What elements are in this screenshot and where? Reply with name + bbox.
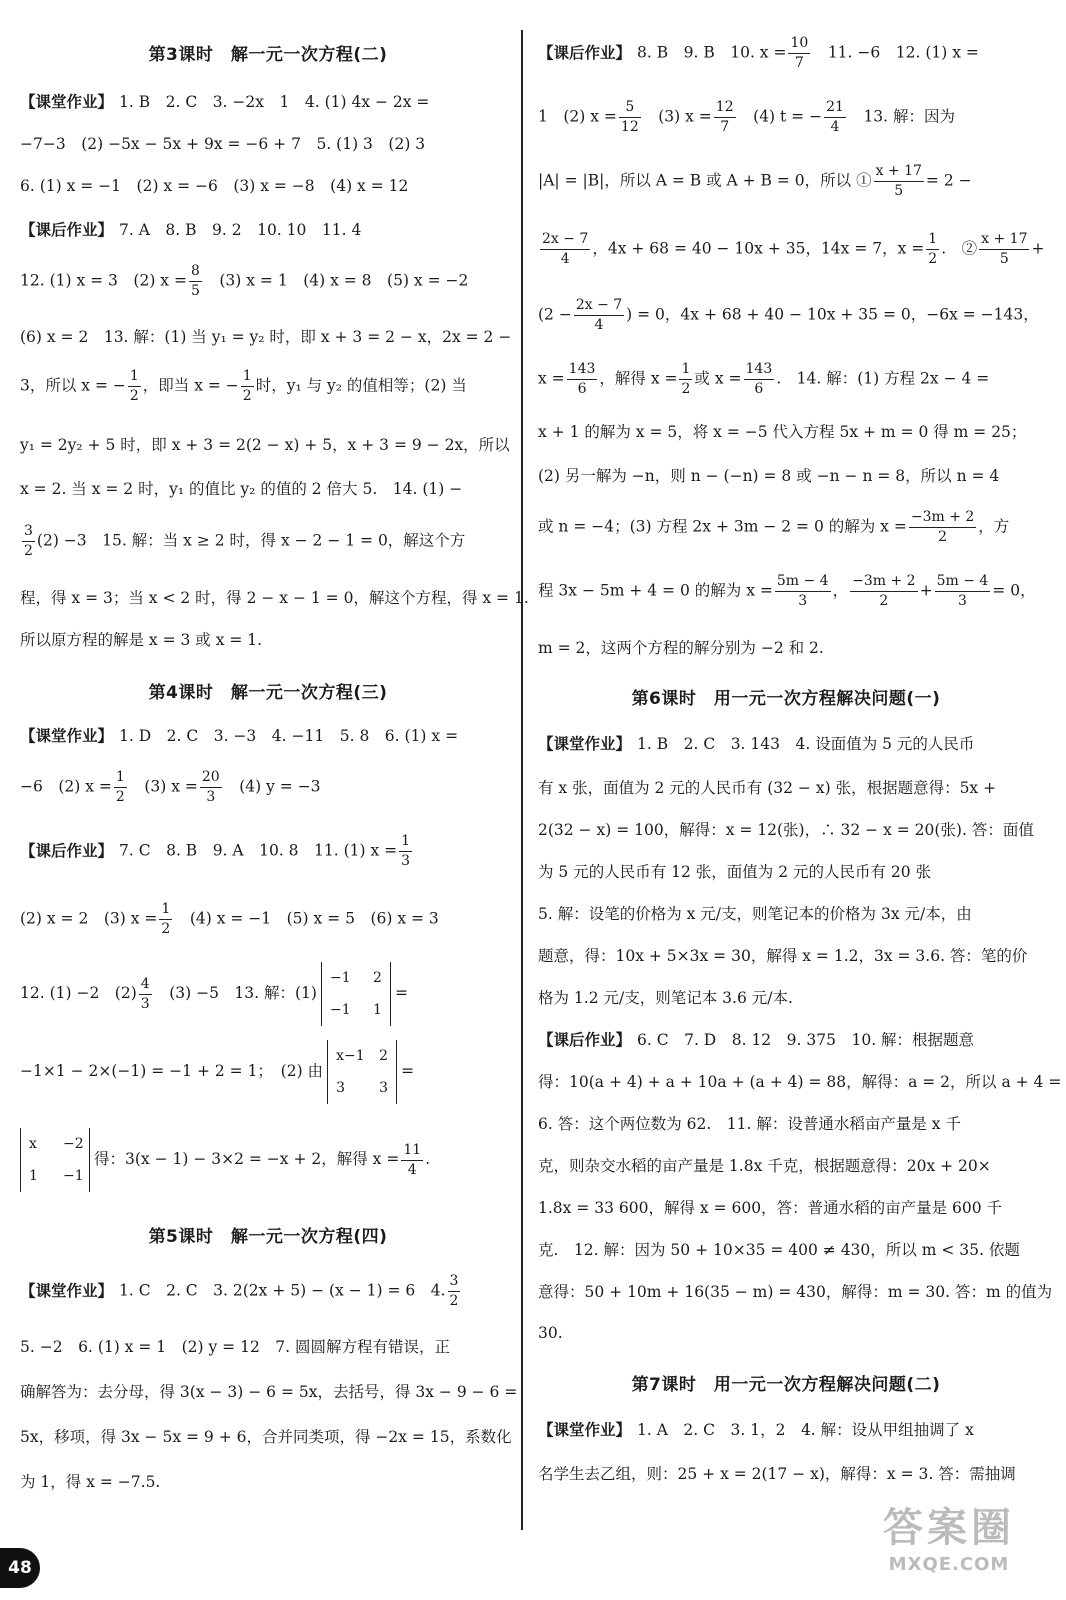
homework-tag: 【课后作业】	[538, 1031, 632, 1049]
homework-tag: 【课后作业】	[20, 841, 114, 860]
fraction: $\frac{-3m + 2}{2}$	[852, 573, 916, 609]
text-line: 为 5 元的人民币有 12 张，面值为 2 元的人民币有 20 张	[538, 863, 932, 881]
fraction: $\frac{5}{12}$	[620, 99, 639, 135]
lesson-3-title: 第3课时 解一元一次方程(二)	[148, 45, 388, 65]
text-line: 1.8x = 33 600，解得 x = 600，答：普通水稻的亩产量是 600 千	[538, 1199, 1003, 1217]
text-line: 格为 1.2 元/支，则笔记本 3.6 元/本.	[538, 989, 793, 1007]
fraction: $\frac{143}{6}$	[568, 361, 596, 397]
classwork-tag: 【课堂作业】	[20, 93, 114, 111]
fraction: $\frac{1}{2}$	[129, 368, 139, 404]
lesson-4-classwork: 【课堂作业】 1. D 2. C 3. −3 4. −11 5. 8 6. (1) x =	[20, 727, 459, 745]
fraction: $\frac{11}{4}$	[403, 1141, 422, 1178]
lesson-3-classwork: 【课堂作业】 1. B 2. C 3. −2x 1 4. (1) 4x − 2x =	[20, 93, 430, 111]
lesson-4-title: 第4课时 解一元一次方程(三)	[148, 683, 388, 703]
fraction: $\frac{8}{5}$	[190, 263, 200, 299]
classwork-tag: 【课堂作业】	[538, 1421, 632, 1439]
fraction: $\frac{1}{2}$	[115, 769, 125, 805]
text-line: 6. 答：这个两位数为 62. 11. 解：设普通水稻亩产量是 x 千	[538, 1115, 961, 1133]
text-line: (2) x = 2 (3) x = $\frac{1}{2}$ (4) x = −1 (5) x = 5 (6) x = 3	[20, 901, 439, 937]
fraction: $\frac{3}{2}$	[449, 1273, 459, 1309]
homework-tag: 【课后作业】	[538, 43, 632, 62]
determinant: −1 2 −1 1	[321, 962, 391, 1026]
fraction: $\frac{10}{7}$	[790, 35, 809, 71]
text-line: 6. (1) x = −1 (2) x = −6 (3) x = −8 (4) x = 12	[20, 177, 409, 195]
lesson-3-homework: 【课后作业】 7. A 8. B 9. 2 10. 10 11. 4	[20, 221, 362, 239]
lesson-7-title: 第7课时 用一元一次方程解决问题(二)	[631, 1375, 941, 1395]
lesson-5-classwork: 【课堂作业】 1. C 2. C 3. 2(2x + 5) − (x − 1) = 6 4. $\frac{3}{2}$	[20, 1273, 459, 1309]
fraction: $\frac{4}{3}$	[140, 975, 150, 1012]
text-line: 克，则杂交水稻的亩产量是 1.8x 千克，根据题意得：20x + 20×	[538, 1157, 991, 1175]
fraction: $\frac{2x - 7}{4}$	[575, 297, 623, 333]
text-line: (2) 另一解为 −n，则 n − (−n) = 8 或 −n − n = 8，所以 n = 4	[538, 467, 1000, 485]
lesson-5-title: 第5课时 解一元一次方程(四)	[148, 1227, 388, 1247]
text-line: −7−3 (2) −5x − 5x + 9x = −6 + 7 5. (1) 3 (2) 3	[20, 135, 426, 153]
fraction: $\frac{1}{2}$	[681, 361, 691, 397]
fraction: $\frac{1}{2}$	[161, 901, 171, 937]
fraction: $\frac{-3m + 2}{2}$	[910, 509, 975, 545]
text-line: y₁ = 2y₂ + 5 时，即 x + 3 = 2(2 − x) + 5，x + 3 = 9 − 2x，所以	[20, 436, 510, 454]
fraction: $\frac{x + 17}{5}$	[981, 231, 1028, 267]
text-line: 12. (1) x = 3 (2) x = $\frac{8}{5}$ (3) x = 1 (4) x = 8 (5) x = −2	[20, 263, 469, 299]
fraction: $\frac{1}{2}$	[928, 231, 938, 267]
text-line: 5x，移项，得 3x − 5x = 9 + 6，合并同类项，得 −2x = 15，系数化	[20, 1428, 512, 1446]
text-line: 30.	[538, 1324, 563, 1342]
text-line: 5. 解：设笔的价格为 x 元/支，则笔记本的价格为 3x 元/本，由	[538, 905, 972, 923]
text-line: 为 1，得 x = −7.5.	[20, 1473, 161, 1491]
text-line: 2(32 − x) = 100，解得：x = 12(张)，∴ 32 − x = 20(张). 答：面值	[538, 821, 1034, 839]
text-line: 或 n = −4；(3) 方程 2x + 3m − 2 = 0 的解为 x = $\frac{-3m + 2}{2}$ ，方	[538, 509, 1010, 545]
text-line: x = $\frac{143}{6}$ ，解得 x = $\frac{1}{2}$ 或 x = $\frac{143}{6}$ . 14. 解：(1) 方程 2x − 4 =	[538, 361, 990, 397]
text-line: m = 2，这两个方程的解分别为 −2 和 2.	[538, 639, 824, 657]
text-line: 题意，得：10x + 5×3x = 30，解得 x = 1.2，3x = 3.6. 答：笔的价	[538, 947, 1028, 965]
text-line: (6) x = 2 13. 解：(1) 当 y₁ = y₂ 时，即 x + 3 = 2 − x，2x = 2 −	[20, 328, 512, 346]
lesson-6-title: 第6课时 用一元一次方程解决问题(一)	[631, 689, 941, 709]
text-line: x + 1 的解为 x = 5，将 x = −5 代入方程 5x + m = 0 得 m = 25；	[538, 423, 1027, 441]
determinant: x−1 2 3 3	[327, 1040, 397, 1104]
classwork-tag: 【课堂作业】	[20, 1281, 114, 1300]
text-line: $\frac{3}{2}$ (2) −3 15. 解：当 x ≥ 2 时，得 x − 2 − 1 = 0，解这个方	[24, 523, 466, 559]
text-line: x = 2. 当 x = 2 时，y₁ 的值比 y₂ 的值的 2 倍大 5. 14. (1) −	[20, 480, 463, 498]
text-line: 得：10(a + 4) + a + 10a + (a + 4) = 88，解得：a = 2，所以 a + 4 =	[538, 1073, 1062, 1091]
determinant: x −2 1 −1	[20, 1128, 90, 1192]
fraction: $\frac{3}{2}$	[24, 523, 33, 559]
text-line: 确解答为：去分母，得 3(x − 3) − 6 = 5x，去括号，得 3x − 9 − 6 =	[20, 1383, 518, 1401]
text-line: 1 (2) x = $\frac{5}{12}$ (3) x = $\frac{12}{7}$ (4) t = − $\frac{21}{4}$ 13. 解：因为	[538, 99, 956, 135]
column-divider	[521, 30, 523, 1530]
text-line: 克. 12. 解：因为 50 + 10×35 = 400 ≠ 430，所以 m < 35. 依题	[538, 1241, 1020, 1259]
fraction: $\frac{12}{7}$	[715, 99, 734, 135]
fraction: $\frac{x + 17}{5}$	[875, 163, 922, 199]
fraction: $\frac{21}{4}$	[826, 99, 844, 135]
lesson-4-homework: 【课后作业】 7. C 8. B 9. A 10. 8 11. (1) x = $\frac{1}{3}$	[20, 833, 411, 869]
fraction: $\frac{20}{3}$	[201, 769, 220, 805]
text-line: 程，得 x = 3；当 x < 2 时，得 2 − x − 1 = 0，解这个方程，得 x = 1.	[20, 589, 529, 607]
text-line: −1×1 − 2×(−1) = −1 + 2 = 1； (2) 由 x−1 2 3 3 =	[20, 1040, 516, 1104]
text-line: x −2 1 −1 得：3(x − 1) − 3×2 = −x + 2，解得 x = $\frac{11}{4}$ .	[20, 1128, 516, 1192]
fraction: $\frac{143}{6}$	[745, 361, 773, 397]
classwork-tag: 【课堂作业】	[20, 727, 114, 745]
text-line: 12. (1) −2 (2) $\frac{4}{3}$ (3) −5 13. 解：(1) −1 2 −1 1 =	[20, 962, 516, 1026]
homework-tag: 【课后作业】	[20, 221, 114, 239]
fraction: $\frac{2x - 7}{4}$	[542, 231, 589, 267]
text-line: 程 3x − 5m + 4 = 0 的解为 x = $\frac{5m - 4}{3}$ ， $\frac{-3m + 2}{2}$ + $\frac{5m - 4}{3}$ = 0，	[538, 573, 1036, 609]
text-line: |A| = |B|，所以 A = B 或 A + B = 0，所以 ① $\frac{x + 17}{5}$ = 2 −	[538, 163, 972, 199]
text-line: 名学生去乙组，则：25 + x = 2(17 − x)，解得：x = 3. 答：需抽调	[538, 1465, 1016, 1483]
lesson-5-homework: 【课后作业】 8. B 9. B 10. x = $\frac{10}{7}$ 11. −6 12. (1) x =	[538, 35, 979, 71]
text-line: (2 − $\frac{2x - 7}{4}$ ) = 0，4x + 68 + 40 − 10x + 35 = 0，−6x = −143，	[538, 297, 1039, 333]
watermark-logo: 答案圈 MXQE.COM	[883, 1505, 1015, 1575]
fraction: $\frac{5m - 4}{3}$	[776, 573, 829, 609]
lesson-7-classwork: 【课堂作业】 1. A 2. C 3. 1，2 4. 解：设从甲组抽调了 x	[538, 1421, 974, 1439]
text-line: −6 (2) x = $\frac{1}{2}$ (3) x = $\frac{20}{3}$ (4) y = −3	[20, 769, 321, 805]
lesson-6-classwork: 【课堂作业】 1. B 2. C 3. 143 4. 设面值为 5 元的人民币	[538, 735, 975, 753]
classwork-tag: 【课堂作业】	[538, 735, 632, 753]
text-line: $\frac{2x - 7}{4}$ ，4x + 68 = 40 − 10x + 35，14x = 7，x = $\frac{1}{2}$ . ② $\frac{x + 17}{5}$ +	[542, 231, 1045, 267]
fraction: $\frac{1}{2}$	[242, 368, 252, 404]
text-line: 有 x 张，面值为 2 元的人民币有 (32 − x) 张，根据题意得：5x +	[538, 779, 997, 797]
text-line: 5. −2 6. (1) x = 1 (2) y = 12 7. 圆圆解方程有错误，正	[20, 1338, 451, 1356]
text-line: 所以原方程的解是 x = 3 或 x = 1.	[20, 631, 263, 649]
text-line: 3，所以 x = − $\frac{1}{2}$ ，即当 x = − $\frac{1}{2}$ 时，y₁ 与 y₂ 的值相等；(2) 当	[20, 368, 467, 404]
fraction: $\frac{5m - 4}{3}$	[936, 573, 989, 609]
text-line: 意得：50 + 10m + 16(35 − m) = 430，解得：m = 30. 答：m 的值为	[538, 1283, 1053, 1301]
lesson-6-homework: 【课后作业】 6. C 7. D 8. 12 9. 375 10. 解：根据题意	[538, 1031, 975, 1049]
page-number: 48	[0, 1548, 40, 1588]
fraction: $\frac{1}{3}$	[401, 833, 411, 869]
